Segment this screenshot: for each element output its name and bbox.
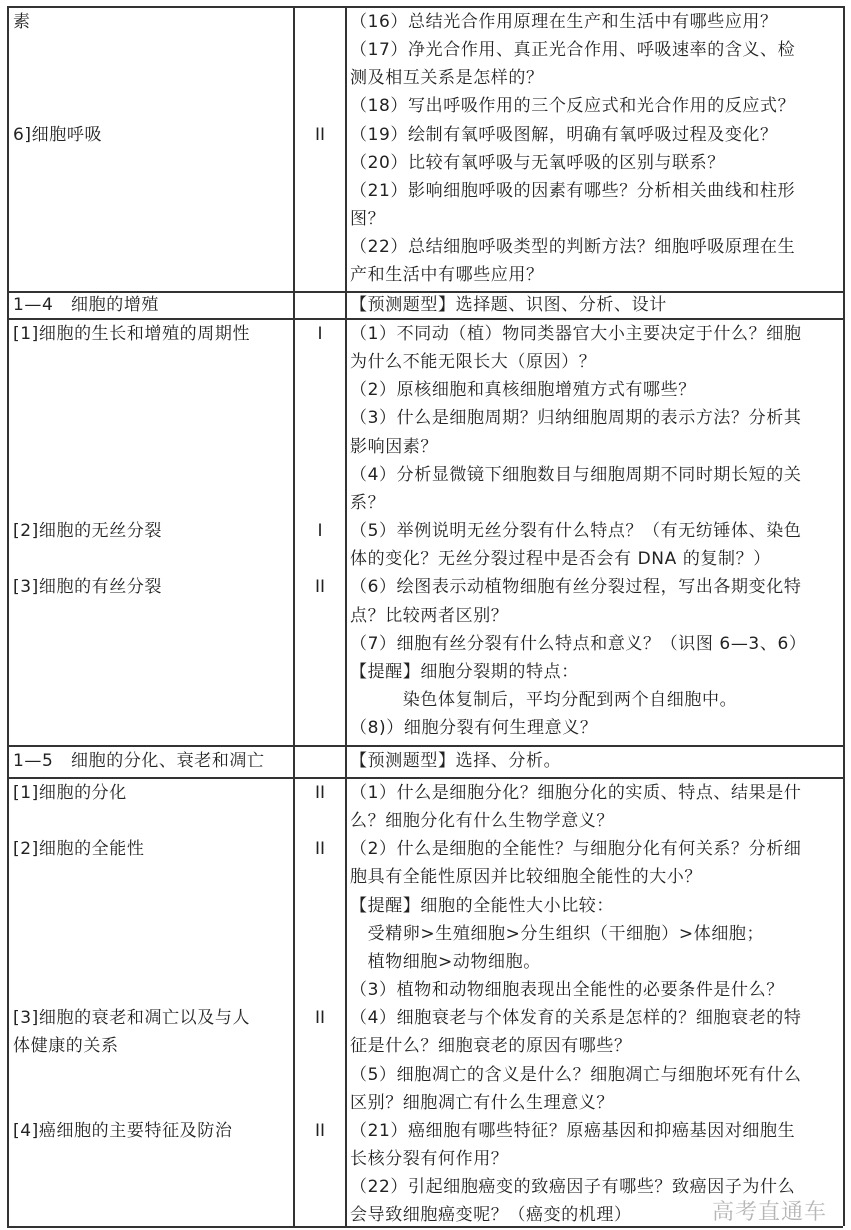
question-line: （18）写出呼吸作用的三个反应式和光合作用的反应式？ [350, 96, 796, 117]
question-line: 么？细胞分化有什么生物学意义？ [350, 811, 614, 832]
question-line: （21）影响细胞呼吸的因素有哪些？分析相关曲线和柱形 [350, 180, 796, 201]
question-line: 长核分裂有何作用？ [350, 1148, 509, 1169]
question-line: （2）原核细胞和真核细胞增殖方式有哪些？ [350, 380, 696, 401]
topic-label: [3]细胞的衰老和凋亡以及与人 [13, 1008, 251, 1029]
predicted-question-types: 【预测题型】选择题、识图、分析、设计 [350, 294, 667, 315]
requirement-level: II [314, 1008, 326, 1029]
question-line: （6）绘图表示动植物细胞有丝分裂过程，写出各期变化特 [350, 577, 802, 598]
question-line: （17）净光合作用、真正光合作用、呼吸速率的含义、检 [350, 40, 796, 61]
question-line: （5）举例说明无丝分裂有什么特点？（有无纺锤体、染色 [350, 521, 802, 542]
question-line: （1）什么是细胞分化？细胞分化的实质、特点、结果是什 [350, 783, 802, 803]
question-line: （4）分析显微镜下细胞数目与细胞周期不同时期长短的关 [350, 464, 802, 485]
question-line: （19）绘制有氧呼吸图解，明确有氧呼吸过程及变化？ [350, 124, 778, 145]
question-line: 染色体复制后，平均分配到两个自细胞中。 [350, 689, 738, 710]
question-line: 产和生活中有哪些应用？ [350, 265, 544, 286]
question-line: 会导致细胞癌变呢？（癌变的机理） [350, 1205, 632, 1226]
topic-label: [3]细胞的有丝分裂 [13, 577, 163, 598]
question-line: （20）比较有氧呼吸与无氧呼吸的区别与联系？ [350, 152, 725, 173]
topic-label: 素 [13, 12, 31, 32]
question-line: 系？ [350, 492, 386, 513]
question-line: 影响因素？ [350, 436, 438, 457]
question-line: （3）植物和动物细胞表现出全能性的必要条件是什么？ [350, 980, 784, 1001]
table-column-rule [293, 6, 295, 1226]
section-title: 1—5 细胞的分化、衰老和凋亡 [13, 751, 265, 771]
question-line: （21）癌细胞有哪些特征？原癌基因和抑癌基因对细胞生 [350, 1120, 796, 1141]
question-line: （5）细胞凋亡的含义是什么？细胞凋亡与细胞坏死有什么 [350, 1064, 802, 1085]
question-line: 图？ [350, 209, 386, 230]
topic-label: 6]细胞呼吸 [13, 124, 103, 145]
topic-label: 体健康的关系 [13, 1036, 119, 1057]
question-line: （8)）细胞分裂有何生理意义？ [350, 718, 598, 739]
question-line: 区别？细胞凋亡有什么生理意义？ [350, 1092, 614, 1113]
question-line: 植物细胞>动物细胞。 [350, 951, 541, 972]
question-line: 【提醒】细胞的全能性大小比较： [350, 895, 614, 916]
table-column-rule [843, 6, 845, 1226]
question-line: （22）引起细胞癌变的致癌因子有哪些？致癌因子为什么 [350, 1177, 796, 1198]
requirement-level: II [314, 1120, 326, 1141]
question-line: （3）什么是细胞周期？归纳细胞周期的表示方法？分析其 [350, 408, 802, 429]
question-line: 测及相互关系是怎样的？ [350, 68, 544, 89]
watermark: 高考直通车 [712, 1200, 828, 1225]
question-line: 胞具有全能性原因并比较细胞全能性的大小？ [350, 867, 702, 888]
requirement-level: I [317, 324, 323, 344]
requirement-level: I [317, 521, 323, 542]
question-line: 受精卵>生殖细胞>分生组织（干细胞）>体细胞； [350, 923, 765, 944]
requirement-level: II [314, 577, 326, 598]
question-line: （4）细胞衰老与个体发育的关系是怎样的？细胞衰老的特 [350, 1008, 802, 1029]
topic-label: [1]细胞的生长和增殖的周期性 [13, 324, 251, 344]
question-line: （22）总结细胞呼吸类型的判断方法？细胞呼吸原理在生 [350, 237, 796, 258]
question-line: （7）细胞有丝分裂有什么特点和意义？（识图 6—3、6） [350, 633, 807, 654]
table-column-rule [345, 6, 347, 1226]
topic-label: [2]细胞的无丝分裂 [13, 521, 163, 542]
section-title: 1—4 细胞的增殖 [13, 294, 160, 315]
requirement-level: II [314, 124, 326, 145]
question-line: 征是什么？细胞衰老的原因有哪些？ [350, 1036, 632, 1057]
table-column-rule [7, 6, 9, 1226]
question-line: 【提醒】细胞分裂期的特点： [350, 661, 579, 682]
predicted-question-types: 【预测题型】选择、分析。 [350, 751, 562, 771]
topic-label: [4]癌细胞的主要特征及防治 [13, 1120, 233, 1141]
requirement-level: II [314, 839, 326, 860]
question-line: （1）不同动（植）物同类器官大小主要决定于什么？细胞 [350, 324, 802, 344]
topic-label: [1]细胞的分化 [13, 783, 127, 803]
requirement-level: II [314, 783, 326, 803]
question-line: 体的变化？无丝分裂过程中是否会有 DNA 的复制？） [350, 549, 771, 570]
question-line: 为什么不能无限长大（原因）？ [350, 352, 597, 373]
topic-label: [2]细胞的全能性 [13, 839, 145, 860]
question-line: 点？比较两者区别？ [350, 605, 509, 626]
question-line: （2）什么是细胞的全能性？与细胞分化有何关系？分析细 [350, 839, 802, 860]
question-line: （16）总结光合作用原理在生产和生活中有哪些应用？ [350, 12, 778, 32]
